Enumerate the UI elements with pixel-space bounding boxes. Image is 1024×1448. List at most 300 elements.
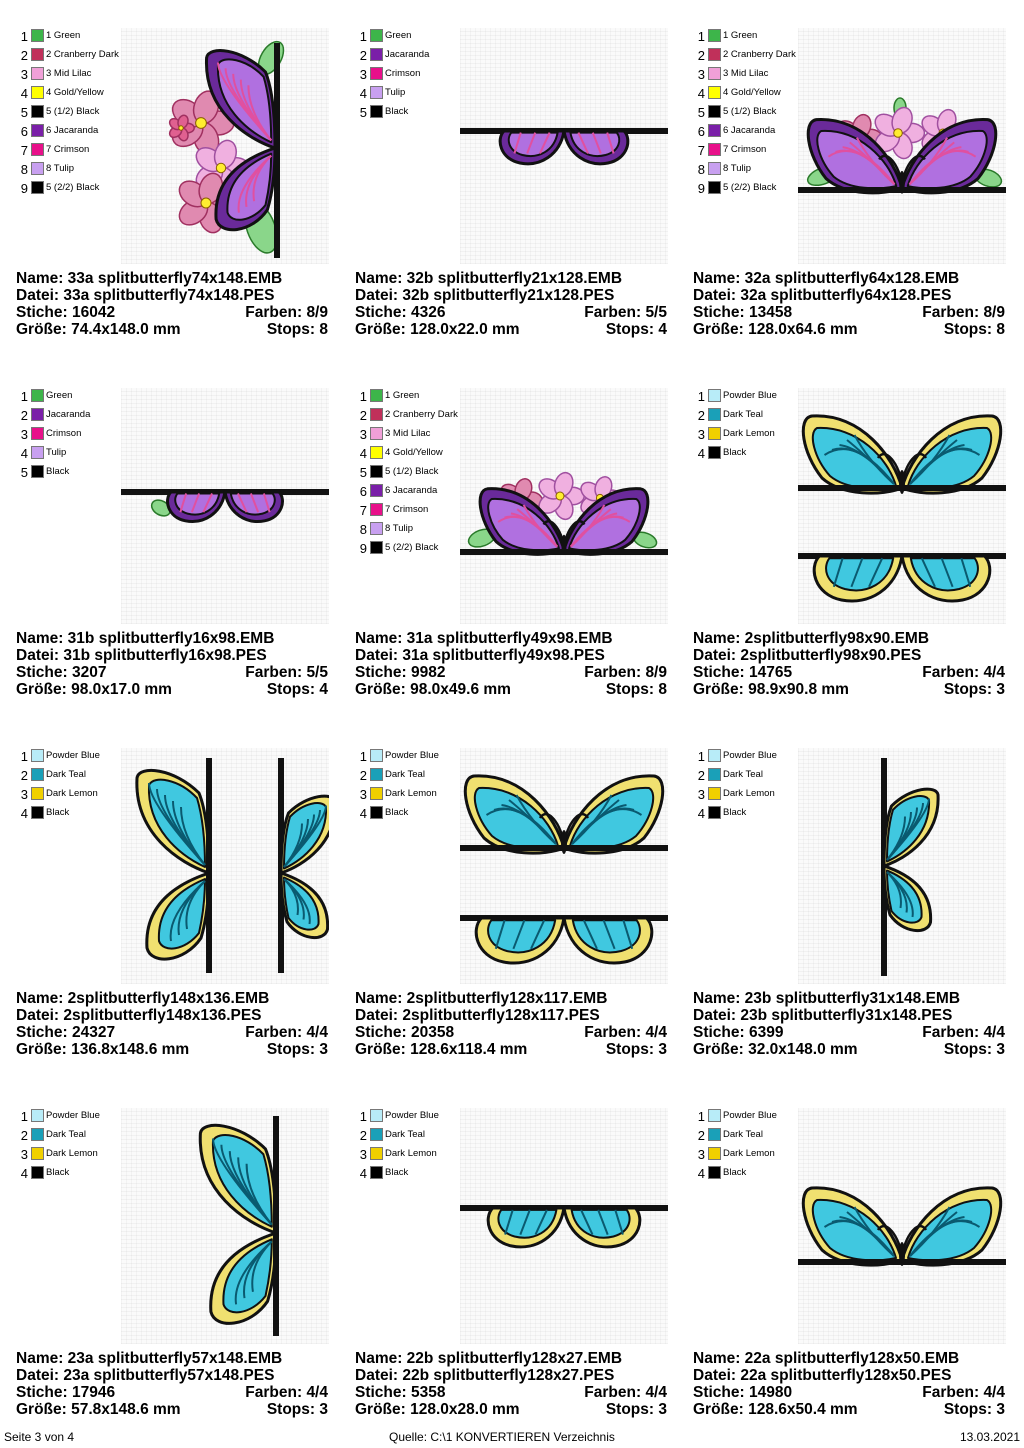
legend-number: 3 (697, 427, 705, 442)
embroidery-preview (121, 28, 329, 264)
legend-item (16, 180, 146, 199)
legend-number: 4 (20, 446, 28, 461)
design-name: Name: 2splitbutterfly148x136.EMB (16, 990, 270, 1007)
color-count: Farben: 4/4 (922, 1384, 1005, 1401)
thread-name: 5 (1/2) Black (723, 106, 777, 117)
thread-name: Dark Lemon (46, 1148, 98, 1159)
thread-name: Crimson (46, 428, 82, 439)
color-swatch (708, 162, 721, 175)
stop-count: Stops: 3 (943, 681, 1005, 698)
thread-name: Powder Blue (723, 390, 777, 401)
color-swatch (31, 48, 44, 61)
legend-item (693, 426, 823, 445)
design-info (355, 270, 667, 338)
color-swatch (31, 105, 44, 118)
thread-name: 8 Tulip (46, 163, 74, 174)
legend-number: 3 (359, 787, 367, 802)
legend-item (355, 66, 485, 85)
design-name: Name: 31a splitbutterfly49x98.EMB (355, 630, 613, 647)
legend-item (355, 1146, 485, 1165)
thread-color-legend (693, 28, 823, 199)
thread-name: 5 (2/2) Black (46, 182, 100, 193)
color-swatch (708, 427, 721, 440)
color-swatch (31, 749, 44, 762)
source-path: Quelle: C:\1 KONVERTIEREN Verzeichnis (389, 1430, 615, 1444)
legend-number: 5 (359, 465, 367, 480)
legend-number: 9 (359, 541, 367, 556)
design-size: Größe: 128.0x64.6 mm (693, 321, 858, 338)
stitch-count: Stiche: 9982 (355, 664, 446, 681)
legend-item (16, 1127, 146, 1146)
thread-color-legend (355, 388, 485, 559)
color-swatch (708, 1166, 721, 1179)
thread-name: Green (385, 30, 412, 41)
stop-count: Stops: 8 (605, 681, 667, 698)
legend-item (16, 445, 146, 464)
thread-color-legend (693, 388, 823, 464)
legend-number: 3 (697, 1147, 705, 1162)
design-name: Name: 2splitbutterfly128x117.EMB (355, 990, 608, 1007)
stop-count: Stops: 3 (605, 1401, 667, 1418)
color-swatch (708, 408, 721, 421)
thread-name: 5 (2/2) Black (723, 182, 777, 193)
legend-item (16, 786, 146, 805)
legend-item (16, 748, 146, 767)
color-swatch (31, 465, 44, 478)
stitch-count: Stiche: 13458 (693, 304, 793, 321)
legend-number: 8 (697, 162, 705, 177)
legend-number: 3 (20, 67, 28, 82)
thread-name: 5 (1/2) Black (46, 106, 100, 117)
legend-number: 3 (20, 1147, 28, 1162)
legend-number: 5 (697, 105, 705, 120)
legend-number: 4 (20, 1166, 28, 1181)
thread-name: Crimson (385, 68, 421, 79)
design-info (16, 990, 328, 1058)
thread-name: Black (46, 466, 70, 477)
legend-number: 2 (359, 48, 367, 63)
thread-name: Dark Teal (723, 409, 763, 420)
legend-item (16, 161, 146, 180)
thread-color-legend (16, 388, 146, 483)
design-info (693, 630, 1005, 698)
thread-name: 7 Crimson (385, 504, 429, 515)
thread-name: 2 Cranberry Dark (723, 49, 796, 60)
butterfly-artwork (798, 388, 1006, 624)
thread-name: Tulip (385, 87, 406, 98)
color-swatch (708, 806, 721, 819)
color-swatch (370, 541, 383, 554)
design-size: Größe: 136.8x148.6 mm (16, 1041, 190, 1058)
butterfly-artwork (798, 28, 1006, 264)
thread-color-legend (16, 748, 146, 824)
color-count: Farben: 4/4 (922, 664, 1005, 681)
design-card (355, 748, 685, 1078)
legend-number: 2 (359, 768, 367, 783)
embroidery-preview (121, 388, 329, 624)
color-swatch (370, 484, 383, 497)
color-swatch (31, 408, 44, 421)
color-swatch (370, 787, 383, 800)
thread-name: Dark Teal (46, 769, 86, 780)
thread-name: 2 Cranberry Dark (46, 49, 119, 60)
thread-name: Powder Blue (723, 750, 777, 761)
legend-number: 6 (697, 124, 705, 139)
legend-number: 2 (20, 48, 28, 63)
stop-count: Stops: 3 (943, 1401, 1005, 1418)
design-info (693, 990, 1005, 1058)
legend-item (693, 66, 823, 85)
legend-item (16, 1165, 146, 1184)
legend-item (355, 1127, 485, 1146)
thread-name: 4 Gold/Yellow (723, 87, 781, 98)
legend-item (16, 426, 146, 445)
legend-item (355, 767, 485, 786)
embroidery-preview (798, 388, 1006, 624)
butterfly-artwork (798, 1108, 1006, 1344)
thread-name: 6 Jacaranda (723, 125, 776, 136)
color-count: Farben: 4/4 (922, 1024, 1005, 1041)
legend-item (355, 521, 485, 540)
color-swatch (708, 1109, 721, 1122)
legend-item (355, 104, 485, 123)
legend-number: 4 (20, 806, 28, 821)
stitch-count: Stiche: 3207 (16, 664, 107, 681)
color-swatch (370, 1109, 383, 1122)
legend-item (16, 142, 146, 161)
legend-item (355, 786, 485, 805)
thread-name: Dark Lemon (385, 788, 437, 799)
thread-name: Dark Teal (723, 1129, 763, 1140)
legend-number: 2 (697, 768, 705, 783)
stop-count: Stops: 3 (266, 1401, 328, 1418)
legend-item (355, 1165, 485, 1184)
design-card (355, 388, 685, 718)
color-swatch (370, 503, 383, 516)
design-name: Name: 23a splitbutterfly57x148.EMB (16, 1350, 283, 1367)
design-name: Name: 22b splitbutterfly128x27.EMB (355, 1350, 623, 1367)
legend-item (693, 407, 823, 426)
design-card (16, 1108, 346, 1438)
thread-name: Black (385, 1167, 409, 1178)
thread-name: 8 Tulip (385, 523, 413, 534)
stitch-count: Stiche: 5358 (355, 1384, 446, 1401)
design-size: Größe: 32.0x148.0 mm (693, 1041, 858, 1058)
butterfly-artwork (798, 748, 1006, 984)
legend-number: 1 (697, 1109, 705, 1124)
legend-number: 2 (697, 48, 705, 63)
design-size: Größe: 57.8x148.6 mm (16, 1401, 181, 1418)
color-swatch (708, 749, 721, 762)
legend-number: 3 (20, 787, 28, 802)
design-size: Größe: 128.0x28.0 mm (355, 1401, 520, 1418)
stop-count: Stops: 3 (943, 1041, 1005, 1058)
color-swatch (370, 522, 383, 535)
color-swatch (708, 1128, 721, 1141)
thread-color-legend (16, 1108, 146, 1184)
thread-name: 1 Green (385, 390, 420, 401)
design-info (16, 630, 328, 698)
thread-name: Black (46, 1167, 70, 1178)
legend-item (355, 1108, 485, 1127)
legend-item (693, 748, 823, 767)
design-card (355, 1108, 685, 1438)
legend-number: 4 (697, 1166, 705, 1181)
thread-name: Powder Blue (46, 1110, 100, 1121)
legend-item (16, 66, 146, 85)
color-swatch (31, 162, 44, 175)
legend-number: 2 (20, 408, 28, 423)
color-swatch (31, 1128, 44, 1141)
design-name: Name: 2splitbutterfly98x90.EMB (693, 630, 930, 647)
thread-name: Black (723, 1167, 747, 1178)
color-swatch (370, 48, 383, 61)
stitch-count: Stiche: 6399 (693, 1024, 784, 1041)
thread-name: 3 Mid Lilac (385, 428, 431, 439)
legend-number: 2 (20, 1128, 28, 1143)
color-swatch (31, 1109, 44, 1122)
design-file: Datei: 23a splitbutterfly57x148.PES (16, 1367, 275, 1384)
color-swatch (370, 1166, 383, 1179)
legend-item (16, 464, 146, 483)
design-name: Name: 32b splitbutterfly21x128.EMB (355, 270, 623, 287)
color-swatch (31, 29, 44, 42)
thread-name: 7 Crimson (723, 144, 767, 155)
color-swatch (370, 427, 383, 440)
legend-item (355, 805, 485, 824)
thread-color-legend (693, 1108, 823, 1184)
legend-number: 6 (359, 484, 367, 499)
legend-number: 3 (697, 67, 705, 82)
thread-name: 4 Gold/Yellow (385, 447, 443, 458)
legend-number: 7 (697, 143, 705, 158)
thread-name: 7 Crimson (46, 144, 90, 155)
design-size: Größe: 128.0x22.0 mm (355, 321, 520, 338)
stitch-count: Stiche: 17946 (16, 1384, 116, 1401)
design-size: Größe: 98.9x90.8 mm (693, 681, 849, 698)
thread-name: Dark Teal (385, 1129, 425, 1140)
color-swatch (31, 768, 44, 781)
design-file: Datei: 2splitbutterfly128x117.PES (355, 1007, 600, 1024)
design-card (693, 1108, 1023, 1438)
legend-item (693, 805, 823, 824)
color-swatch (370, 806, 383, 819)
thread-name: 2 Cranberry Dark (385, 409, 458, 420)
design-info (355, 630, 667, 698)
color-swatch (31, 181, 44, 194)
legend-number: 4 (359, 446, 367, 461)
thread-name: 5 (1/2) Black (385, 466, 439, 477)
print-date: 13.03.2021 (959, 1430, 1020, 1444)
color-swatch (31, 806, 44, 819)
thread-name: Dark Lemon (46, 788, 98, 799)
legend-item (355, 28, 485, 47)
color-swatch (370, 768, 383, 781)
legend-number: 7 (20, 143, 28, 158)
legend-number: 1 (20, 389, 28, 404)
color-swatch (31, 1147, 44, 1160)
legend-item (16, 28, 146, 47)
legend-number: 3 (359, 67, 367, 82)
legend-number: 9 (697, 181, 705, 196)
design-name: Name: 23b splitbutterfly31x148.EMB (693, 990, 961, 1007)
legend-number: 3 (20, 427, 28, 442)
legend-number: 5 (20, 465, 28, 480)
legend-number: 3 (359, 427, 367, 442)
legend-item (693, 85, 823, 104)
color-swatch (31, 124, 44, 137)
design-file: Datei: 32a splitbutterfly64x128.PES (693, 287, 952, 304)
legend-number: 1 (697, 749, 705, 764)
thread-name: Green (46, 390, 73, 401)
legend-number: 1 (20, 749, 28, 764)
legend-item (355, 540, 485, 559)
stitch-count: Stiche: 20358 (355, 1024, 455, 1041)
color-swatch (708, 143, 721, 156)
color-swatch (370, 105, 383, 118)
color-count: Farben: 4/4 (245, 1024, 328, 1041)
thread-color-legend (355, 748, 485, 824)
butterfly-artwork (121, 748, 329, 984)
design-name: Name: 31b splitbutterfly16x98.EMB (16, 630, 275, 647)
stitch-count: Stiche: 14765 (693, 664, 793, 681)
color-swatch (708, 389, 721, 402)
legend-number: 4 (20, 86, 28, 101)
legend-item (355, 47, 485, 66)
design-file: Datei: 33a splitbutterfly74x148.PES (16, 287, 275, 304)
color-swatch (370, 465, 383, 478)
legend-item (16, 1108, 146, 1127)
legend-item (693, 767, 823, 786)
embroidery-preview (798, 748, 1006, 984)
legend-number: 3 (697, 787, 705, 802)
color-swatch (31, 143, 44, 156)
thread-name: Powder Blue (46, 750, 100, 761)
color-count: Farben: 4/4 (584, 1024, 667, 1041)
color-swatch (708, 768, 721, 781)
embroidery-preview (460, 388, 668, 624)
color-swatch (31, 389, 44, 402)
legend-item (355, 85, 485, 104)
design-card (16, 748, 346, 1078)
legend-item (693, 1146, 823, 1165)
design-card (355, 28, 685, 358)
legend-number: 4 (359, 806, 367, 821)
legend-number: 6 (20, 124, 28, 139)
color-swatch (708, 86, 721, 99)
legend-number: 1 (359, 1109, 367, 1124)
design-file: Datei: 23b splitbutterfly31x148.PES (693, 1007, 953, 1024)
butterfly-artwork (460, 748, 668, 984)
legend-number: 4 (697, 806, 705, 821)
design-info (693, 1350, 1005, 1418)
color-swatch (370, 29, 383, 42)
legend-number: 1 (359, 389, 367, 404)
stitch-count: Stiche: 24327 (16, 1024, 116, 1041)
legend-item (693, 47, 823, 66)
thread-name: Jacaranda (385, 49, 430, 60)
color-swatch (708, 67, 721, 80)
legend-item (693, 388, 823, 407)
legend-number: 1 (20, 1109, 28, 1124)
butterfly-artwork (121, 28, 329, 264)
design-info (16, 1350, 328, 1418)
legend-item (693, 161, 823, 180)
design-size: Größe: 98.0x49.6 mm (355, 681, 511, 698)
stop-count: Stops: 3 (266, 1041, 328, 1058)
embroidery-preview (121, 1108, 329, 1344)
butterfly-artwork (121, 388, 329, 624)
legend-number: 4 (697, 86, 705, 101)
design-info (693, 270, 1005, 338)
legend-number: 4 (697, 446, 705, 461)
thread-name: 1 Green (723, 30, 758, 41)
legend-number: 8 (20, 162, 28, 177)
legend-item (693, 142, 823, 161)
legend-number: 2 (697, 1128, 705, 1143)
thread-name: Black (723, 447, 747, 458)
legend-item (693, 180, 823, 199)
thread-name: Dark Teal (385, 769, 425, 780)
legend-item (355, 407, 485, 426)
legend-item (16, 1146, 146, 1165)
color-swatch (708, 787, 721, 800)
color-swatch (370, 389, 383, 402)
thread-name: Dark Lemon (723, 1148, 775, 1159)
legend-item (355, 445, 485, 464)
thread-name: 6 Jacaranda (46, 125, 99, 136)
color-swatch (31, 787, 44, 800)
legend-item (16, 388, 146, 407)
thread-name: Dark Lemon (723, 428, 775, 439)
thread-name: Tulip (46, 447, 67, 458)
embroidery-preview (121, 748, 329, 984)
legend-item (16, 767, 146, 786)
color-swatch (370, 1147, 383, 1160)
design-card (693, 748, 1023, 1078)
color-count: Farben: 8/9 (922, 304, 1005, 321)
thread-name: 8 Tulip (723, 163, 751, 174)
thread-name: Black (385, 106, 409, 117)
thread-name: Dark Lemon (385, 1148, 437, 1159)
thread-name: Powder Blue (723, 1110, 777, 1121)
color-swatch (708, 446, 721, 459)
design-size: Größe: 98.0x17.0 mm (16, 681, 172, 698)
color-swatch (31, 446, 44, 459)
color-swatch (31, 86, 44, 99)
color-swatch (708, 181, 721, 194)
thread-name: Black (385, 807, 409, 818)
thread-name: Black (46, 807, 70, 818)
stop-count: Stops: 4 (605, 321, 667, 338)
embroidery-preview (798, 28, 1006, 264)
legend-number: 1 (359, 749, 367, 764)
color-count: Farben: 8/9 (245, 304, 328, 321)
design-card (693, 388, 1023, 718)
design-size: Größe: 128.6x50.4 mm (693, 1401, 858, 1418)
stop-count: Stops: 3 (605, 1041, 667, 1058)
thread-name: 4 Gold/Yellow (46, 87, 104, 98)
butterfly-artwork (121, 1108, 329, 1344)
legend-number: 8 (359, 522, 367, 537)
legend-number: 7 (359, 503, 367, 518)
color-swatch (370, 408, 383, 421)
color-count: Farben: 5/5 (245, 664, 328, 681)
butterfly-artwork (460, 388, 668, 624)
page-number: Seite 3 von 4 (4, 1430, 75, 1444)
design-file: Datei: 22b splitbutterfly128x27.PES (355, 1367, 615, 1384)
legend-number: 4 (359, 86, 367, 101)
